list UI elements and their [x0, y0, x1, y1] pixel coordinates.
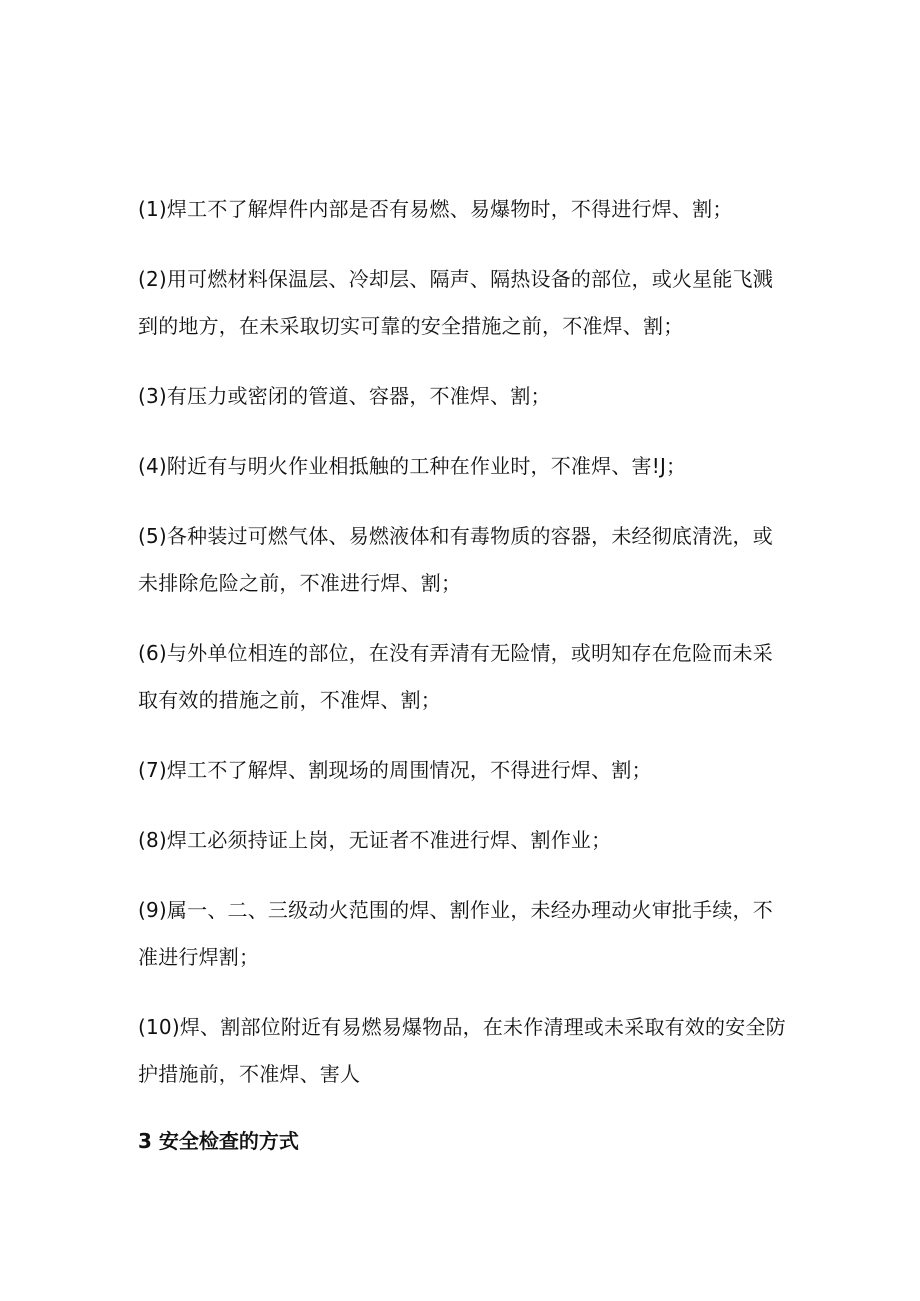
list-item-9: (9)属一、二、三级动火范围的焊、割作业，未经办理动火审批手续，不准进行焊割；: [138, 898, 773, 969]
list-item-6: (6)与外单位相连的部位，在没有弄清有无险情，或明知存在危险而未采取有效的措施之前，不准焊、割；: [138, 641, 773, 712]
list-item-3: (3)有压力或密闭的管道、容器，不准焊、割；: [138, 384, 551, 408]
list-item-10: (10)焊、割部位附近有易燃易爆物品，在未作清理或未采取有效的安全防护措施前，不准焊、害人: [138, 1015, 786, 1086]
section-heading: 3 安全检查的方式: [138, 1129, 299, 1153]
list-item-4: (4)附近有与明火作业相抵触的工种在作业时，不准焊、害!J；: [138, 454, 687, 478]
list-item-8: (8)焊工必须持证上岗，无证者不准进行焊、割作业；: [138, 828, 612, 852]
list-item-1: (1)焊工不了解焊件内部是否有易燃、易爆物时，不得进行焊、割；: [138, 197, 733, 221]
list-item-5: (5)各种装过可燃气体、易燃液体和有毒物质的容器，未经彻底清洗，或未排除危险之前，不准进行焊、割；: [138, 524, 773, 595]
list-item-7: (7)焊工不了解焊、割现场的周围情况，不得进行焊、割；: [138, 758, 652, 782]
list-item-2: (2)用可燃材料保温层、冷却层、隔声、隔热设备的部位，或火星能飞溅到的地方，在未采取切实可靠的安全措施之前，不准焊、割；: [138, 267, 773, 338]
document-body: [138, 186, 788, 1161]
